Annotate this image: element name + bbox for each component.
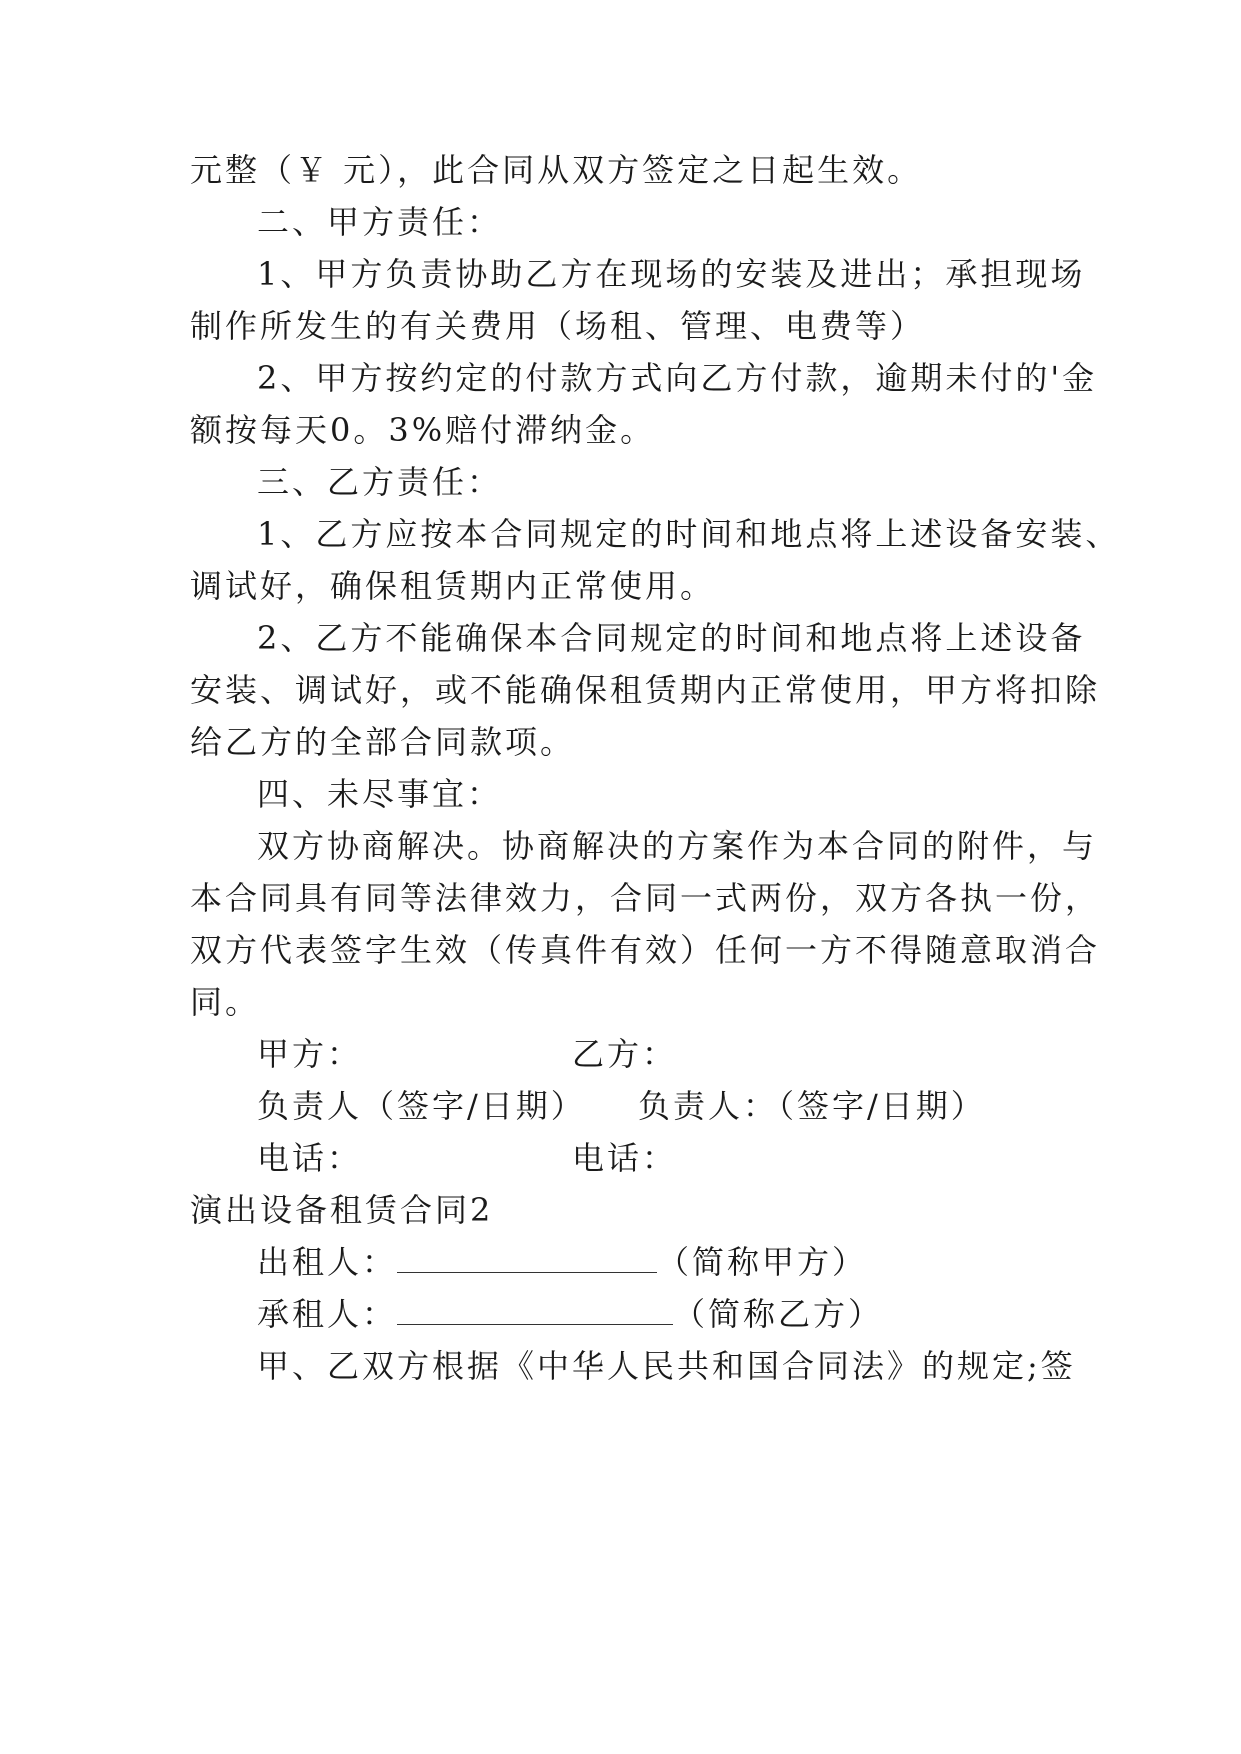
section-heading-party-b-duties: 三、乙方责任： (257, 463, 503, 501)
paragraph-line: 调试好，确保租赁期内正常使用。 (190, 567, 716, 605)
lessor-blank (397, 1244, 657, 1273)
paragraph-line: 双方协商解决。协商解决的方案作为本合同的附件，与 (257, 827, 1098, 865)
paragraph-line: 2、甲方按约定的付款方式向乙方付款，逾期未付的'金 (257, 359, 1098, 397)
lessor-suffix: （简称甲方） (657, 1243, 868, 1281)
signature-party-b: 乙方： (572, 1035, 678, 1073)
paragraph-line: 元整（￥ 元），此合同从双方签定之日起生效。 (190, 151, 923, 189)
signature-rep-a: 负责人（签字/日期） (257, 1087, 586, 1125)
lessee-row (257, 1294, 883, 1334)
paragraph-line: 给乙方的全部合同款项。 (190, 723, 576, 761)
contract-title: 演出设备租赁合同2 (190, 1191, 494, 1229)
contract-intro: 甲、乙双方根据《中华人民共和国合同法》的规定;签 (257, 1347, 1076, 1385)
paragraph-line: 1、乙方应按本合同规定的时间和地点将上述设备安装、 (257, 515, 1121, 553)
signature-phone-b: 电话： (572, 1139, 678, 1177)
paragraph-line: 2、乙方不能确保本合同规定的时间和地点将上述设备 (257, 619, 1086, 657)
paragraph-line: 额按每天0。3%赔付滞纳金。 (190, 411, 656, 449)
section-heading-other-matters: 四、未尽事宜： (257, 775, 503, 813)
paragraph-line: 本合同具有同等法律效力，合同一式两份，双方各执一份， (190, 879, 1101, 917)
paragraph-line: 制作所发生的有关费用（场租、管理、电费等） (190, 307, 926, 345)
signature-party-a: 甲方： (257, 1035, 363, 1073)
paragraph-line: 1、甲方负责协助乙方在现场的安装及进出；承担现场 (257, 255, 1086, 293)
lessor-row (257, 1242, 867, 1282)
paragraph-line: 双方代表签字生效（传真件有效）任何一方不得随意取消合 (190, 931, 1101, 969)
signature-phone-a: 电话： (257, 1139, 363, 1177)
lessor-label: 出租人： (257, 1243, 398, 1281)
lessee-blank (397, 1296, 673, 1325)
lessee-label: 承租人： (257, 1295, 398, 1333)
lessee-suffix: （简称乙方） (673, 1295, 884, 1333)
paragraph-line: 同。 (190, 983, 261, 1021)
section-heading-party-a-duties: 二、甲方责任： (257, 203, 503, 241)
paragraph-line: 安装、调试好，或不能确保租赁期内正常使用，甲方将扣除 (190, 671, 1101, 709)
signature-rep-b: 负责人：（签字/日期） (638, 1087, 986, 1125)
